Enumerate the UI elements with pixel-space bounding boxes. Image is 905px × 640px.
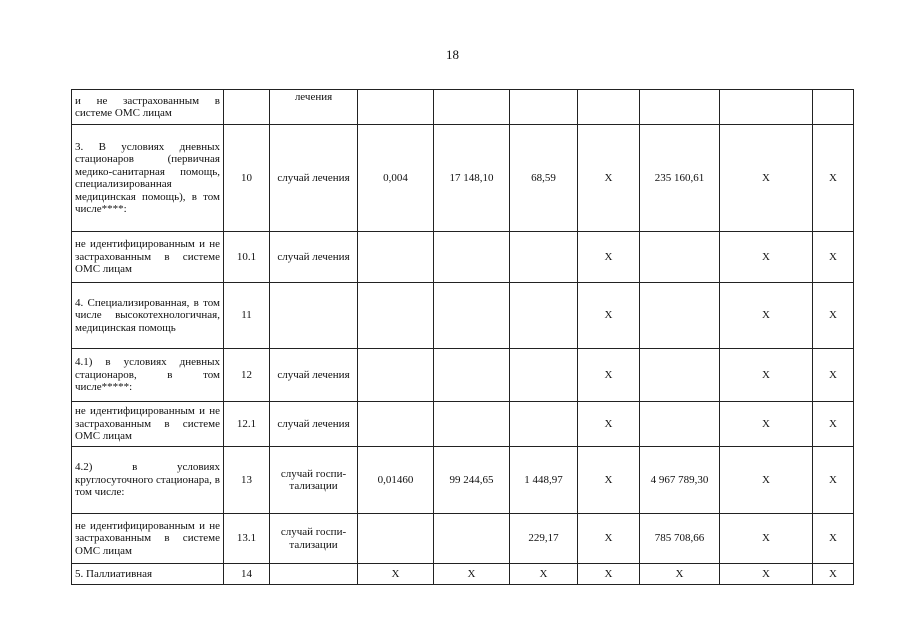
cell-col-7: Х — [578, 283, 640, 349]
cell-cost: Х — [434, 564, 510, 585]
cell-col-7: Х — [578, 514, 640, 564]
row-number: 14 — [224, 564, 270, 585]
cell-col-7: Х — [578, 232, 640, 283]
table-row — [72, 283, 854, 349]
cell-per-capita — [510, 283, 578, 349]
cell-col-10: Х — [813, 283, 854, 349]
cost-table — [71, 89, 854, 585]
page-number: 18 — [446, 47, 459, 62]
cell-col-8: 4 967 789,30 — [640, 447, 720, 514]
cell-per-capita: 68,59 — [510, 125, 578, 232]
cell-col-8: Х — [640, 564, 720, 585]
cell-norm — [358, 349, 434, 402]
cell-cost: 99 244,65 — [434, 447, 510, 514]
cell-col-10: Х — [813, 125, 854, 232]
cell-col-7: Х — [578, 349, 640, 402]
row-number: 12.1 — [224, 402, 270, 447]
row-number: 10 — [224, 125, 270, 232]
cell-col-8 — [640, 402, 720, 447]
row-description: не идентифицированным и не застрахованным в системе ОМС лицам — [72, 232, 224, 283]
cell-col-9: Х — [720, 564, 813, 585]
row-number: 12 — [224, 349, 270, 402]
cell-col-7 — [578, 90, 640, 125]
cell-col-10: Х — [813, 402, 854, 447]
cell-col-8 — [640, 90, 720, 125]
cell-col-10: Х — [813, 349, 854, 402]
cell-cost — [434, 232, 510, 283]
cell-col-10: Х — [813, 564, 854, 585]
cell-norm — [358, 283, 434, 349]
cell-col-9: Х — [720, 349, 813, 402]
cell-col-10: Х — [813, 232, 854, 283]
row-description: 4. Специализированная, в том числе высокотехнологичная, медицинская помощь — [72, 283, 224, 349]
cell-norm: 0,01460 — [358, 447, 434, 514]
cell-col-9: Х — [720, 232, 813, 283]
row-unit: случай лечения — [270, 125, 358, 232]
row-description: не идентифицированным и не застрахованным в системе ОМС лицам — [72, 514, 224, 564]
cell-col-7: Х — [578, 447, 640, 514]
table-row — [72, 402, 854, 447]
cell-per-capita: 229,17 — [510, 514, 578, 564]
cell-cost — [434, 514, 510, 564]
cell-per-capita — [510, 349, 578, 402]
row-unit — [270, 283, 358, 349]
table-row — [72, 349, 854, 402]
cell-cost — [434, 90, 510, 125]
cell-cost: 17 148,10 — [434, 125, 510, 232]
row-number — [224, 90, 270, 125]
cell-col-8 — [640, 232, 720, 283]
row-unit: случай госпи-тализации — [270, 514, 358, 564]
cell-cost — [434, 349, 510, 402]
cell-col-8 — [640, 283, 720, 349]
cell-norm — [358, 90, 434, 125]
cell-col-10: Х — [813, 447, 854, 514]
row-description: 4.2) в условиях круглосуточного стационара, в том числе: — [72, 447, 224, 514]
cell-col-9: Х — [720, 447, 813, 514]
cell-per-capita — [510, 402, 578, 447]
table-row — [72, 514, 854, 564]
row-unit — [270, 564, 358, 585]
row-description: и не застрахованным в системе ОМС лицам — [72, 90, 224, 125]
row-description: 5. Паллиативная — [72, 564, 224, 585]
row-unit: случай лечения — [270, 402, 358, 447]
row-unit: лечения — [270, 90, 358, 125]
cell-per-capita — [510, 90, 578, 125]
cell-col-9: Х — [720, 514, 813, 564]
row-number: 13 — [224, 447, 270, 514]
cell-col-9: Х — [720, 402, 813, 447]
cell-col-8 — [640, 349, 720, 402]
cell-per-capita — [510, 232, 578, 283]
cell-per-capita: Х — [510, 564, 578, 585]
cell-col-7: Х — [578, 564, 640, 585]
cell-norm: Х — [358, 564, 434, 585]
cell-norm: 0,004 — [358, 125, 434, 232]
cell-norm — [358, 514, 434, 564]
row-description: не идентифицированным и не застрахованным в системе ОМС лицам — [72, 402, 224, 447]
cell-per-capita: 1 448,97 — [510, 447, 578, 514]
cell-cost — [434, 402, 510, 447]
cell-cost — [434, 283, 510, 349]
cell-col-9: Х — [720, 283, 813, 349]
row-unit: случай лечения — [270, 232, 358, 283]
row-unit: случай лечения — [270, 349, 358, 402]
row-number: 11 — [224, 283, 270, 349]
cell-col-10: Х — [813, 514, 854, 564]
cell-col-8: 235 160,61 — [640, 125, 720, 232]
table-row — [72, 90, 854, 125]
row-number: 13.1 — [224, 514, 270, 564]
cell-col-7: Х — [578, 125, 640, 232]
cell-col-7: Х — [578, 402, 640, 447]
table-row — [72, 564, 854, 585]
cell-col-9: Х — [720, 125, 813, 232]
table-row — [72, 447, 854, 514]
table-row — [72, 232, 854, 283]
cell-norm — [358, 402, 434, 447]
cell-col-8: 785 708,66 — [640, 514, 720, 564]
cell-col-10 — [813, 90, 854, 125]
row-description: 4.1) в условиях дневных стационаров, в том числе*****: — [72, 349, 224, 402]
row-number: 10.1 — [224, 232, 270, 283]
table-row — [72, 125, 854, 232]
row-unit: случай госпи-тализации — [270, 447, 358, 514]
cell-col-9 — [720, 90, 813, 125]
cell-norm — [358, 232, 434, 283]
row-description: 3. В условиях дневных стационаров (первичная медико-санитарная помощь, специализированная медицинская помощь), в том числе****: — [72, 125, 224, 232]
